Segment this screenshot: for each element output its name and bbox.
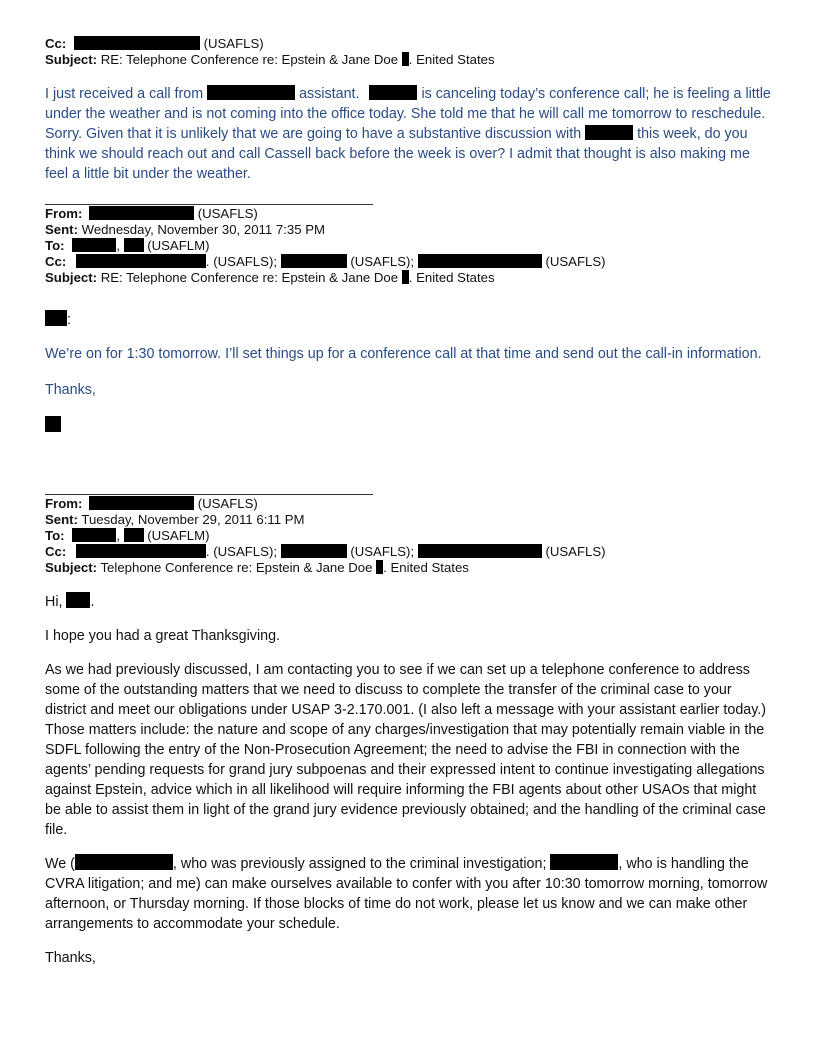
redaction-box xyxy=(207,85,295,100)
body-text: We ( xyxy=(45,856,75,872)
email3-paragraph-2: As we had previously discussed, I am contacting you to see if we can set up a telephone conference to address some of the outstanding matters that we need to discuss to complete the transfer of the criminal case to your district and meet our obligations under USAP 3-2.170.001. (I also left a message with your assistant earlier today.) Those matters include: the nature and scope of any charges/investigation that may potentially remain viable in the SDFL following the entry of the Non-Prosecution Agreement; the need to advise the FBI in connection with the agents’ pending requests for grand jury subpoenas and their expressed intent to continue investigating allegations against Epstein, advice which in all likelihood will require informing the FBI agents about other USAOs that might be able to assist them in light of the grand jury evidence previously obtained; and the handling of the criminal case file. xyxy=(45,662,767,838)
redaction-box xyxy=(89,496,194,510)
redaction-box xyxy=(124,238,144,252)
redaction-box xyxy=(72,238,116,252)
cc-text: . (USAFLS); xyxy=(205,254,277,269)
sent-label: Sent: xyxy=(45,512,78,527)
cc-label: Cc: xyxy=(45,254,67,269)
redaction-box xyxy=(45,310,67,326)
to-label: To: xyxy=(45,238,65,253)
redaction-box xyxy=(66,592,90,608)
subject-tail: . Enited States xyxy=(408,270,495,285)
subject-text: RE: Telephone Conference re: Epstein & Jane Doe xyxy=(100,270,399,285)
from-org: (USAFLS) xyxy=(197,206,258,221)
body-text: , who is handling the CVRA litigation; and me) can make ourselves available to confer with you after 10:30 tomorrow morning, tomorrow afternoon, or Thursday morning. If those blocks of time do not work, please let us know and we can make other arrangements to accommodate your schedule. xyxy=(45,856,768,932)
to-label: To: xyxy=(45,528,65,543)
redaction-box xyxy=(124,528,144,542)
to-org: (USAFLM) xyxy=(147,238,210,253)
redaction-box xyxy=(585,125,633,140)
greeting-tail: . xyxy=(90,594,95,610)
email3-paragraph-1: I hope you had a great Thanksgiving. xyxy=(45,628,281,644)
subject-tail: . Enited States xyxy=(408,52,495,67)
redaction-box xyxy=(418,544,542,558)
sent-value: Tuesday, November 29, 2011 6:11 PM xyxy=(81,512,305,527)
redaction-box xyxy=(74,36,200,50)
cc-label: Cc: xyxy=(45,36,67,51)
email1-subject-line xyxy=(45,52,771,68)
email2-from-line xyxy=(45,206,771,222)
subject-label: Subject: xyxy=(45,52,98,67)
redaction-box xyxy=(72,528,116,542)
redaction-box xyxy=(281,254,347,268)
redaction-box xyxy=(281,544,347,558)
sent-value: Wednesday, November 30, 2011 7:35 PM xyxy=(81,222,326,237)
email-document xyxy=(45,36,771,968)
redaction-box xyxy=(76,544,206,558)
redaction-box xyxy=(45,416,61,432)
subject-label: Subject: xyxy=(45,560,98,575)
body-text: is canceling today’s conference call; he is feeling a little under the weather and is not coming into the office today. She told me that he will call me tomorrow to reschedule. Sorry. Given that it is unlikely that we are going to have a substantive discussion with xyxy=(45,86,771,142)
cc-text: (USAFLS); xyxy=(350,544,415,559)
cc-text: . (USAFLS); xyxy=(205,544,277,559)
body-text: this week, do you think we should reach out and call Cassell back before the week is over? I admit that thought is also making me feel a little bit under the weather. xyxy=(45,126,750,182)
cc-text: (USAFLS) xyxy=(545,254,606,269)
email1-cc-line xyxy=(45,36,771,52)
email2-cc-line xyxy=(45,254,771,270)
sent-label: Sent: xyxy=(45,222,78,237)
cc-text: (USAFLS); xyxy=(350,254,415,269)
body-text: assistant. xyxy=(299,86,360,102)
subject-text: Telephone Conference re: Epstein & Jane Doe xyxy=(100,560,373,575)
from-label: From: xyxy=(45,206,83,221)
redaction-box xyxy=(89,206,194,220)
cc-label: Cc: xyxy=(45,544,67,559)
email3-thanks: Thanks, xyxy=(45,950,96,966)
cc-text: (USAFLS) xyxy=(545,544,606,559)
email3-to-line: To: , (USAFLM) xyxy=(45,528,210,543)
from-org: (USAFLS) xyxy=(197,496,258,511)
email3-cc-line xyxy=(45,544,771,560)
body-text: I just received a call from xyxy=(45,86,204,102)
email2-greeting xyxy=(45,310,771,330)
redaction-box xyxy=(418,254,542,268)
body-text: , who was previously assigned to the criminal investigation; xyxy=(172,856,547,872)
email1-body xyxy=(45,84,771,184)
from-label: From: xyxy=(45,496,83,511)
email2-body: We’re on for 1:30 tomorrow. I’ll set things up for a conference call at that time and send out the call-in information. xyxy=(45,346,762,362)
greeting-tail: : xyxy=(67,312,71,328)
redaction-box xyxy=(550,854,618,870)
redaction-box xyxy=(402,52,409,66)
email3-sent-line xyxy=(45,512,771,528)
email3-paragraph-3 xyxy=(45,854,771,934)
redaction-box xyxy=(76,254,206,268)
redaction-box xyxy=(75,854,173,870)
to-org: (USAFLM) xyxy=(147,528,210,543)
email2-sent-line xyxy=(45,222,771,238)
email3-from-line xyxy=(45,496,771,512)
subject-tail: . Enited States xyxy=(383,560,469,575)
email2-thanks: Thanks, xyxy=(45,382,96,398)
email2-subject-line xyxy=(45,270,771,286)
email2-to-line: To: , (USAFLM) xyxy=(45,238,210,253)
greeting-text: Hi, xyxy=(45,594,63,610)
subject-text: RE: Telephone Conference re: Epstein & Jane Doe xyxy=(100,52,399,67)
email3-greeting xyxy=(45,592,771,612)
cc-org: (USAFLS) xyxy=(203,36,264,51)
subject-label: Subject: xyxy=(45,270,98,285)
email3-subject-line xyxy=(45,560,771,576)
redaction-box xyxy=(402,270,409,284)
email2-signature xyxy=(45,416,771,436)
redaction-box xyxy=(369,85,417,100)
